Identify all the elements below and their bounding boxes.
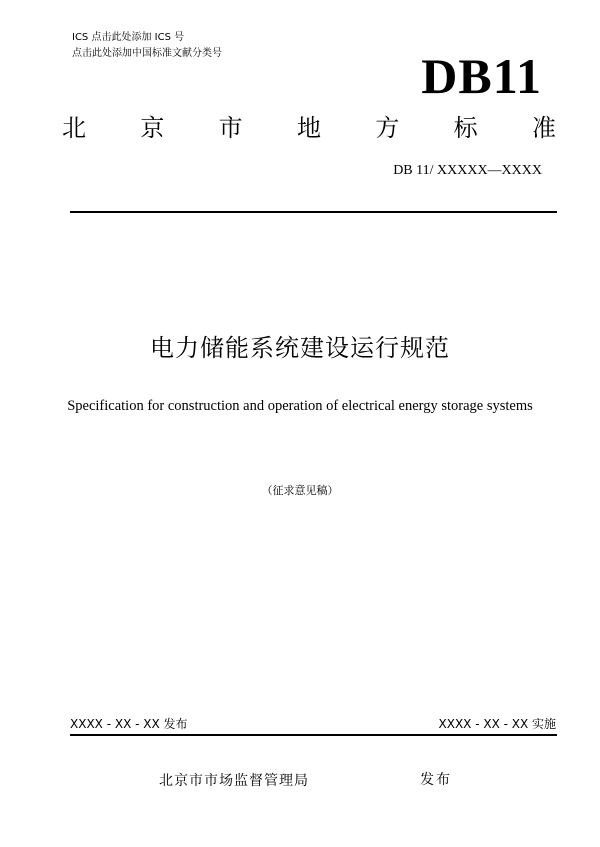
standard-type-char: 方 bbox=[375, 114, 400, 142]
standard-type-char: 地 bbox=[296, 114, 321, 142]
standard-type-char: 市 bbox=[218, 114, 243, 142]
standard-type-char: 北 bbox=[62, 114, 86, 142]
standard-type-char: 京 bbox=[140, 114, 165, 142]
top-divider bbox=[70, 211, 557, 213]
draft-status: （征求意见稿） bbox=[261, 484, 339, 497]
ics-number[interactable]: ICS 点击此处添加 ICS 号 bbox=[72, 32, 185, 43]
document-title-cn: 电力储能系统建设运行规范 bbox=[150, 334, 450, 362]
publish-label: 发布 bbox=[420, 772, 452, 788]
standard-code: DB 11/ XXXXX—XXXX bbox=[393, 163, 542, 178]
document-title-en: Specification for construction and operation of electrical energy storage systems bbox=[67, 398, 533, 414]
issue-date: XXXX - XX - XX 发布 bbox=[70, 717, 188, 731]
implementation-date: XXXX - XX - XX 实施 bbox=[438, 717, 556, 731]
classification-number[interactable]: 点击此处添加中国标准文献分类号 bbox=[72, 48, 222, 59]
standard-type-char: 准 bbox=[531, 114, 556, 142]
standard-type-char: 标 bbox=[453, 114, 478, 142]
bottom-divider bbox=[70, 734, 557, 736]
standard-type-title bbox=[62, 113, 556, 143]
issuing-authority: 北京市市场监督管理局 bbox=[159, 773, 309, 789]
standard-mark: DB11 bbox=[421, 48, 542, 104]
